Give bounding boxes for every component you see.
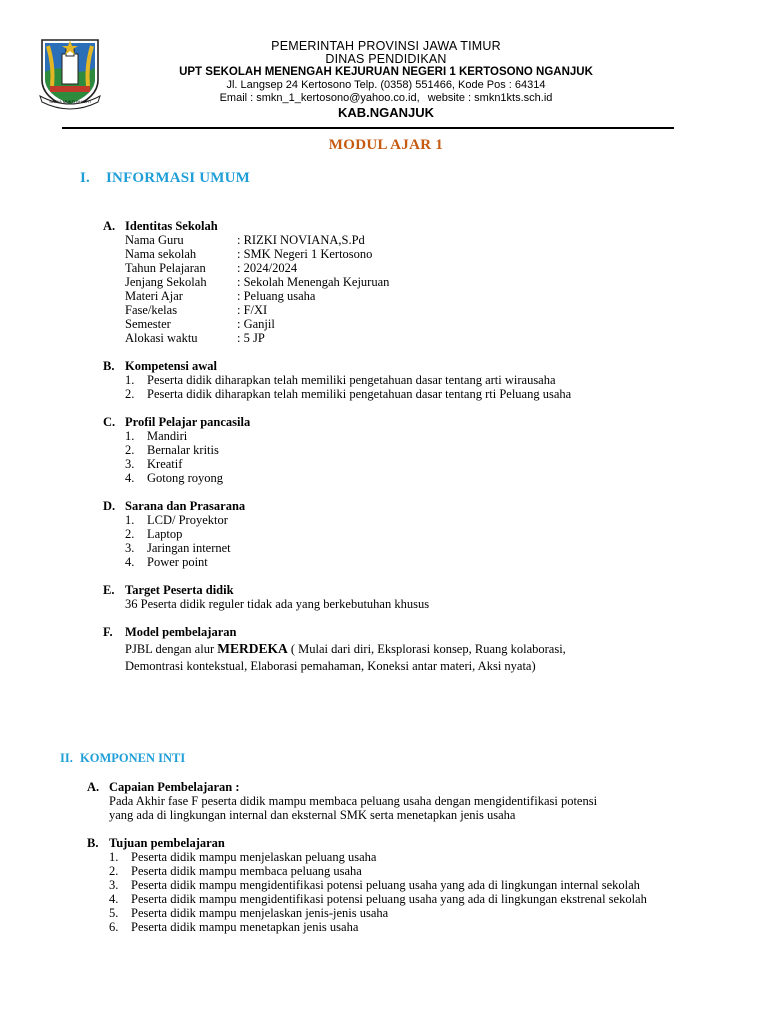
letterhead	[110, 40, 662, 120]
identity-value: : RIZKI NOVIANA,S.Pd	[237, 233, 365, 247]
subsection-heading: C. Profil Pelajar pancasila	[103, 415, 251, 429]
identity-key: Semester	[125, 317, 171, 331]
identity-row	[125, 303, 389, 317]
section-sarana	[103, 499, 245, 569]
model-text-line1: PJBL dengan alur MERDEKA ( Mulai dari diri, Eksplorasi konsep, Ruang kolaborasi,	[125, 641, 566, 656]
subsection-heading: A. Identitas Sekolah	[103, 219, 218, 233]
subsection-heading: B. Kompetensi awal	[103, 359, 218, 373]
section-profil	[103, 415, 250, 485]
section-kompetensi	[103, 359, 571, 401]
identity-row	[125, 331, 389, 345]
list-item: 2. Peserta didik mampu membaca peluang usaha	[109, 864, 362, 878]
identity-value: : 2024/2024	[237, 261, 298, 275]
subsection-heading: D. Sarana dan Prasarana	[103, 499, 246, 513]
capaian-line2: yang ada di lingkungan internal dan eksternal SMK serta menetapkan jenis usaha	[109, 808, 516, 822]
list-item: 6. Peserta didik mampu menetapkan jenis usaha	[109, 920, 359, 934]
section-number: I.	[80, 170, 90, 186]
section-identitas	[103, 219, 389, 345]
gov-name: PEMERINTAH PROVINSI JAWA TIMUR	[271, 39, 501, 53]
school-email: Email : smkn_1_kertosono@yahoo.co.id,	[219, 91, 420, 104]
identity-value: : Peluang usaha	[237, 289, 316, 303]
module-title: MODUL AJAR 1	[328, 137, 444, 153]
logo-motto: SATYA MUKTI BHAKTI	[49, 99, 91, 104]
identity-value: : 5 JP	[237, 331, 265, 345]
section-tujuan	[87, 836, 715, 934]
list-item: 2. Bernalar kritis	[125, 443, 219, 457]
model-emphasis: MERDEKA	[217, 641, 288, 656]
school-website: website : smkn1kts.sch.id	[427, 91, 553, 104]
identity-row	[125, 317, 389, 331]
regency-name: KAB.NGANJUK	[337, 105, 435, 120]
list-item: 4. Power point	[125, 555, 208, 569]
identity-value: : SMK Negeri 1 Kertosono	[237, 247, 373, 261]
list-item: 1. Peserta didik diharapkan telah memiliki pengetahuan dasar tentang arti wirausaha	[125, 373, 556, 387]
subsection-heading: B. Tujuan pembelajaran	[87, 836, 225, 850]
section-label: KOMPONEN INTI	[80, 751, 186, 765]
list-item: 2. Laptop	[125, 527, 183, 541]
list-item: 3. Jaringan internet	[125, 541, 231, 555]
identity-key: Fase/kelas	[125, 303, 178, 317]
list-item: 2. Peserta didik diharapkan telah memiliki pengetahuan dasar tentang rti Peluang usaha	[125, 387, 572, 401]
identity-value: : Ganjil	[237, 317, 275, 331]
section-number: II.	[60, 751, 73, 765]
section-heading-informasi-umum	[80, 170, 250, 187]
list-item: 4. Peserta didik mampu mengidentifikasi potensi peluang usaha yang ada di lingkungan ekstrenal sekolah	[109, 892, 647, 906]
section-capaian	[87, 780, 715, 822]
identity-key: Tahun Pelajaran	[125, 261, 206, 275]
list-item: 4. Gotong royong	[125, 471, 224, 485]
list-item: 1. Peserta didik mampu menjelaskan peluang usaha	[109, 850, 377, 864]
capaian-line1: Pada Akhir fase F peserta didik mampu membaca peluang usaha dengan mengidentifikasi potensi	[109, 794, 598, 808]
target-text: 36 Peserta didik reguler tidak ada yang berkebutuhan khusus	[125, 597, 430, 611]
section-target	[103, 583, 429, 611]
school-name: UPT SEKOLAH MENENGAH KEJURUAN NEGERI 1 KERTOSONO NGANJUK	[179, 66, 593, 78]
competency-list	[125, 373, 571, 401]
subsection-heading: F. Model pembelajaran	[103, 625, 237, 639]
school-contact	[110, 92, 662, 105]
identity-key: Nama Guru	[125, 233, 184, 247]
identity-key: Nama sekolah	[125, 247, 197, 261]
identity-key: Jenjang Sekolah	[125, 275, 207, 289]
school-address: Jl. Langsep 24 Kertosono Telp. (0358) 551466, Kode Pos : 64314	[226, 79, 546, 91]
subsection-heading: A. Capaian Pembelajaran :	[87, 780, 240, 794]
subsection-heading: E. Target Peserta didik	[103, 583, 234, 597]
section-model	[103, 625, 566, 674]
list-item: 1. LCD/ Proyektor	[125, 513, 228, 527]
identity-row	[125, 233, 389, 247]
list-item: 5. Peserta didik mampu menjelaskan jenis-jenis usaha	[109, 906, 389, 920]
identity-table	[125, 233, 389, 345]
objectives-list	[109, 850, 715, 934]
letterhead-divider	[62, 127, 674, 129]
section-label: INFORMASI UMUM	[106, 170, 251, 186]
list-item: 1. Mandiri	[125, 429, 188, 443]
profile-list	[125, 429, 250, 485]
model-text-line2: Demontrasi kontekstual, Elaborasi pemahaman, Koneksi antar materi, Aksi nyata)	[125, 659, 536, 673]
identity-row	[125, 261, 389, 275]
identity-key: Alokasi waktu	[125, 331, 198, 345]
section-heading-komponen-inti	[60, 751, 185, 766]
identity-row	[125, 275, 389, 289]
provincial-emblem-logo	[36, 36, 104, 110]
identity-value: : Sekolah Menengah Kejuruan	[237, 275, 390, 289]
identity-row	[125, 247, 389, 261]
identity-value: : F/XI	[237, 303, 268, 317]
list-item: 3. Kreatif	[125, 457, 183, 471]
identity-key: Materi Ajar	[125, 289, 183, 303]
department-name: DINAS PENDIDIKAN	[325, 52, 447, 66]
list-item: 3. Peserta didik mampu mengidentifikasi potensi peluang usaha yang ada di lingkungan internal sekolah	[109, 878, 640, 892]
identity-row	[125, 289, 389, 303]
facilities-list	[125, 513, 245, 569]
